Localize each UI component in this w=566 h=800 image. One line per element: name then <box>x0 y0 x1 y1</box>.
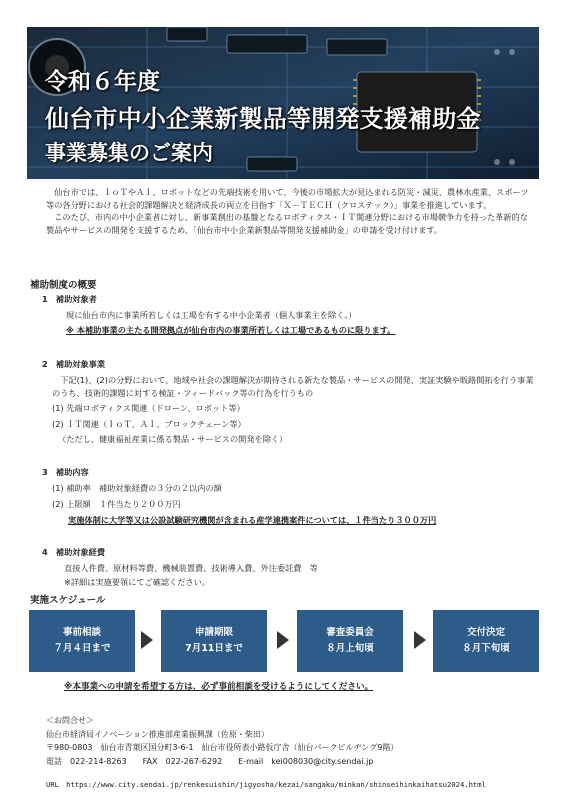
s2-number: 2 <box>42 359 48 369</box>
s1-text: 現に仙台市内に事業所若しくは工場を有する中小企業者（個人事業主を除く。） <box>66 310 357 320</box>
intro-paragraph-1: 仙台市では、ＩｏＴやＡＩ、ロボットなどの先端技術を用いて、今後の市場拡大が見込まれる防災・減災、農林水産業、スポーツ等の各分野における社会的課題解決と経済成長の両立を目指す「Ｘ－ＴＥＣＨ（クロステック）」事業を推進しています。 <box>46 187 529 210</box>
step-2-label: 申請期限 <box>194 627 233 638</box>
step-1-label: 事前相談 <box>62 627 101 638</box>
s2-heading <box>42 358 105 371</box>
schedule-step-3 <box>297 610 403 672</box>
contact-header: ＜お問合せ＞ <box>46 716 94 725</box>
s4-note: ※詳細は実施要領にてご確認ください。 <box>64 577 211 587</box>
contact-dept: 仙台市経済局イノベーション推進部産業振興課（佐原・柴田） <box>46 729 269 739</box>
contact-phone: 電話 022-214-8263 FAX 022-267-6292 E-mail kei008030@city.sendai.jp <box>46 756 374 766</box>
intro-paragraph-2: このたび、市内の中小企業者に対し、新事業創出の基盤となるロボティクス・ＩＴ関連分野における市場競争力を持った革新的な製品やサービスの開発を支援するため、「仙台市中小企業新製品等開発支援補助金」の申請を受け付けます。 <box>46 212 528 235</box>
schedule-note: ※本事業への申請を希望する方は、必ず事前相談を受けるようにしてください。 <box>64 682 374 692</box>
step-2-date: 7月11日まで <box>185 643 243 654</box>
overview-title: 補助制度の概要 <box>30 280 97 291</box>
hero-title: 仙台市中小企業新製品等開発支援補助金 <box>45 105 481 133</box>
step-4-label: 交付決定 <box>466 627 505 638</box>
contact-address: 〒980-0803 仙台市青葉区国分町3-6-1 仙台市役所表小路仮庁舎（仙台パークビルヂング9階） <box>46 743 399 752</box>
s4-text: 直接人件費、原材料等費、機械装置費、技術導入費、外注委託費 等 <box>64 563 318 573</box>
s3-limit: (2) 上限額 １件当たり２００万円 <box>52 499 181 509</box>
s2-list-3: （ただし、健康福祉産業に係る製品・サービスの開発を除く） <box>58 434 288 444</box>
s3-rate: (1) 補助率 補助対象経費の３分の２以内の額 <box>52 483 222 493</box>
hero-year: 令和６年度 <box>45 69 160 95</box>
step-3-label: 審査委員会 <box>326 627 374 638</box>
s2-list-1: (1) 先端ロボティクス関連（ドローン、ロボット等） <box>52 403 245 413</box>
arrow-right-icon <box>277 631 289 649</box>
step-4-date: ８月下旬頃 <box>462 643 510 654</box>
s2-title: 補助対象事業 <box>55 359 106 369</box>
arrow-right-icon <box>414 631 426 649</box>
intro-text <box>46 186 536 236</box>
schedule-title: 実施スケジュール <box>30 595 106 606</box>
s3-number: 3 <box>42 467 48 477</box>
s1-heading <box>42 293 97 306</box>
schedule-step-1 <box>29 610 135 672</box>
s4-number: 4 <box>42 547 48 557</box>
s3-note: 実施体制に大学等又は公設試験研究機関が含まれる産学連携案件については、１件当たり３００万円 <box>68 515 437 525</box>
s2-list-2: (2) ＩＴ関連（ＩｏＴ、ＡＩ、ブロックチェーン等） <box>52 419 246 429</box>
s1-number: 1 <box>42 294 48 304</box>
hero-banner <box>27 27 539 179</box>
contact-url[interactable]: URL https://www.city.sendai.jp/renkesuishin/jigyosha/kezai/sangaku/minkan/shinseihinkaihatsu2024.html <box>46 780 486 789</box>
arrow-right-icon <box>141 631 153 649</box>
step-3-date: ８月上旬頃 <box>326 643 374 654</box>
s1-note: ※ 本補助事業の主たる開発拠点が仙台市内の事業所若しくは工場であるものに限ります。 <box>66 325 396 335</box>
schedule-step-4 <box>433 610 539 672</box>
step-1-date: ７月４日まで <box>53 643 111 654</box>
hero-subtitle: 事業募集のご案内 <box>45 141 213 165</box>
s3-heading <box>42 466 89 479</box>
s3-title: 補助内容 <box>55 467 89 477</box>
s4-title: 補助対象経費 <box>55 547 106 557</box>
schedule-step-2 <box>161 610 267 672</box>
contact-block <box>46 714 398 768</box>
s1-title: 補助対象者 <box>55 294 97 304</box>
s4-heading <box>42 546 105 559</box>
s2-text: 下記(1)、(2)の分野において、地域や社会の課題解決が期待される新たな製品・サービスの開発、実証実験や販路開拓を行う事業のうち、技術的課題に対する検証・フィードバック等の行為を行うもの <box>52 375 534 398</box>
